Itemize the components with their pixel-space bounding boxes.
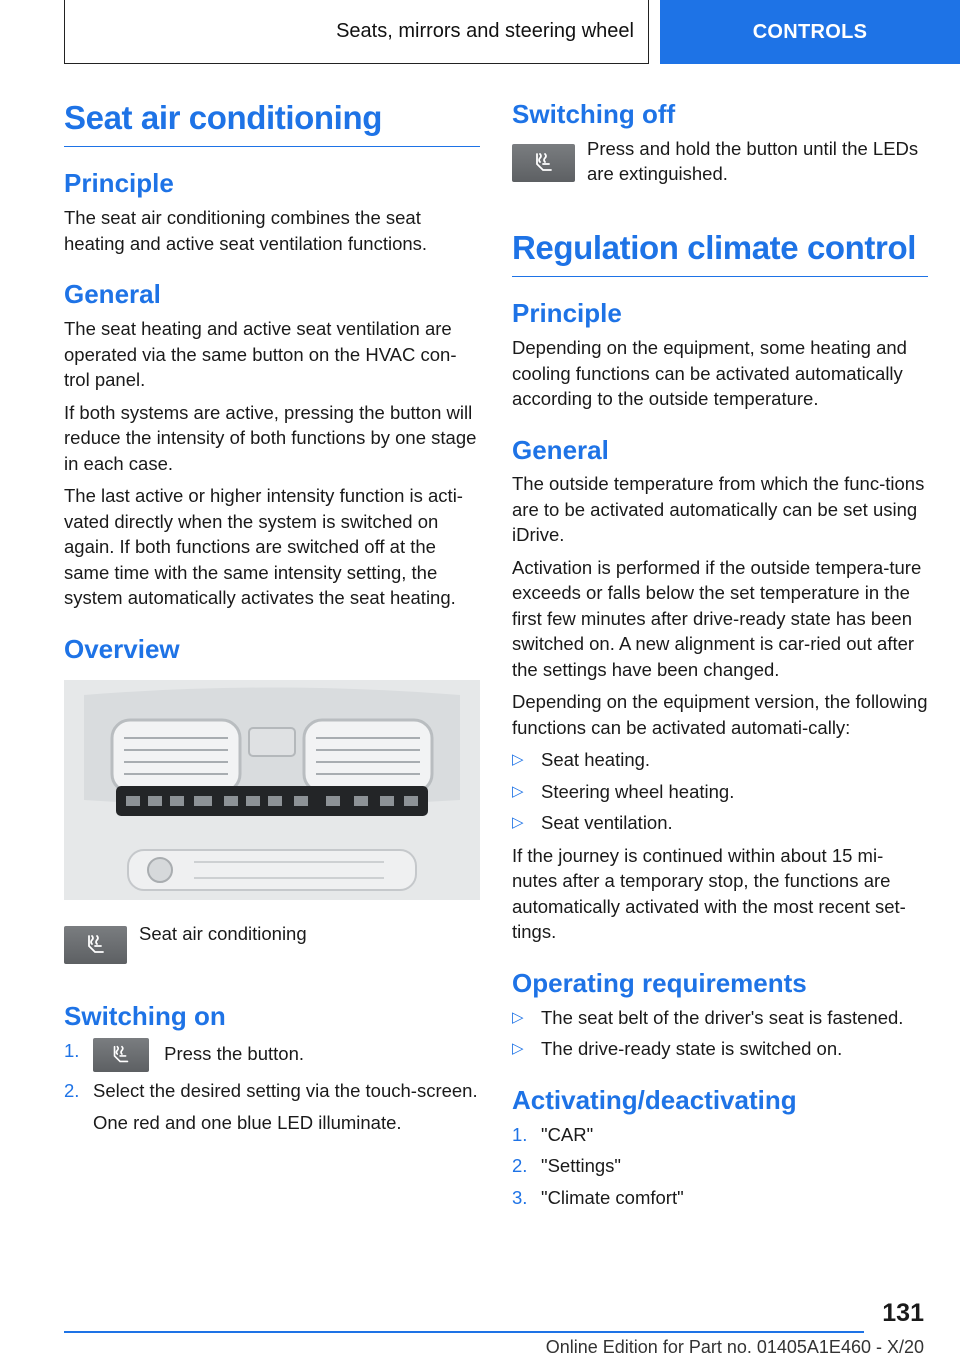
section-principle [64, 169, 480, 256]
general-paragraph-3: The last active or higher intensity function is acti-vated directly when the system is switched on again. If both functions are switched off at the same time with the same intensity setting, the system automatically activates the seat heating. [64, 485, 463, 609]
heading-general: General [64, 279, 161, 310]
edition-text: Online Edition for Part no. 01405A1E460 - X/20 [545, 1337, 924, 1357]
triangle-bullet-icon: ▷ [512, 814, 524, 832]
principle-text: Depending on the equipment, some heating and cooling functions can be activated automatically according to the outside temperature. [512, 337, 907, 410]
heading-principle: Principle [512, 298, 622, 329]
general-paragraph-3: Depending on the equipment version, the following functions can be activated automati-cally: [512, 691, 928, 738]
list-item [512, 1185, 928, 1211]
heading-principle: Principle [64, 168, 174, 199]
list-item [64, 1078, 480, 1135]
list-item: ▷ The drive-ready state is switched on. [512, 1036, 928, 1062]
step-text: Press the button. [164, 1043, 305, 1065]
list-item: ▷ Seat ventilation. [512, 810, 928, 836]
section-principle-climate [512, 299, 928, 411]
requirements-list [512, 1005, 928, 1062]
step-subtext: One red and one blue LED illuminate. [93, 1111, 402, 1133]
footer-divider [64, 1331, 864, 1333]
switching-off-row [512, 136, 928, 194]
section-switching-on [64, 1002, 480, 1135]
switching-on-steps [64, 1038, 480, 1135]
activating-steps [512, 1122, 928, 1211]
triangle-bullet-icon: ▷ [512, 1008, 524, 1026]
step-number: 3. [512, 1186, 528, 1208]
section-general [64, 280, 480, 610]
section-operating-requirements [512, 969, 928, 1062]
list-item: ▷ The seat belt of the driver's seat is fastened. [512, 1005, 928, 1031]
general-paragraph-2: Activation is performed if the outside tempera-ture exceeds or falls below the set temperature in the first few minutes after drive-ready state has been switched on. A new alignment is car-ried out after the settings have been changed. [512, 556, 922, 680]
list-item [512, 1153, 928, 1179]
heading-general: General [512, 434, 609, 465]
title-seat-air-conditioning: Seat air conditioning [64, 100, 480, 147]
general-paragraph-4: If the journey is continued within about 15 mi-nutes after a temporary stop, the functions are automatically activated with the most recent set-tings. [512, 844, 906, 943]
step-text: Select the desired setting via the touch-screen. [93, 1080, 478, 1102]
heading-switching-off: Switching off [512, 99, 676, 129]
chapter-tab[interactable]: CONTROLS [660, 0, 960, 64]
section-title: Seats, mirrors and steering wheel [64, 0, 649, 64]
seat-ventilation-icon [512, 144, 575, 182]
legend-label: Seat air conditioning [139, 923, 307, 945]
title-regulation-climate-control: Regulation climate control [512, 230, 928, 277]
triangle-bullet-icon: ▷ [512, 751, 524, 769]
step-number: 2. [64, 1080, 80, 1102]
heading-operating-requirements: Operating requirements [512, 967, 807, 998]
heading-overview: Overview [64, 633, 180, 664]
step-number: 2. [512, 1155, 528, 1177]
list-item: ▷ Seat heating. [512, 747, 928, 773]
general-paragraph-1: The outside temperature from which the func-tions are to be activated automatically can be set using iDrive. [512, 473, 925, 546]
section-general-climate [512, 436, 928, 945]
page-header [64, 0, 960, 64]
hvac-panel-illustration [64, 680, 480, 900]
step-text: "Settings" [541, 1155, 621, 1177]
general-paragraph-1: The seat heating and active seat ventilation are operated via the same button on the HVAC con-trol panel. [64, 318, 457, 391]
heading-activating: Activating/deactivating [512, 1084, 797, 1115]
step-number: 1. [64, 1040, 80, 1062]
list-item: ▷ Steering wheel heating. [512, 779, 928, 805]
triangle-bullet-icon: ▷ [512, 1040, 524, 1058]
triangle-bullet-icon: ▷ [512, 782, 524, 800]
page-number: 131 [882, 1299, 924, 1327]
left-column [64, 100, 480, 1142]
step-text: "CAR" [541, 1123, 594, 1145]
seat-ventilation-icon [93, 1038, 149, 1072]
list-item [512, 1122, 928, 1148]
switching-off-text: Press and hold the button until the LEDs are extinguished. [587, 137, 919, 185]
section-activating [512, 1086, 928, 1210]
seat-ventilation-icon [64, 926, 127, 964]
hvac-panel-photo [64, 680, 480, 900]
heading-switching-on: Switching on [64, 1001, 226, 1032]
principle-text: The seat air conditioning combines the seat heating and active seat ventilation functions. [64, 207, 428, 254]
step-text: "Climate comfort" [541, 1186, 684, 1208]
general-paragraph-2: If both systems are active, pressing the button will reduce the intensity of both functions by one stage in each case. [64, 401, 477, 474]
list-item [64, 1038, 480, 1072]
step-number: 1. [512, 1123, 528, 1145]
automatic-functions-list [512, 747, 928, 836]
legend-seat-air-conditioning [64, 922, 480, 964]
right-column [512, 100, 928, 1217]
